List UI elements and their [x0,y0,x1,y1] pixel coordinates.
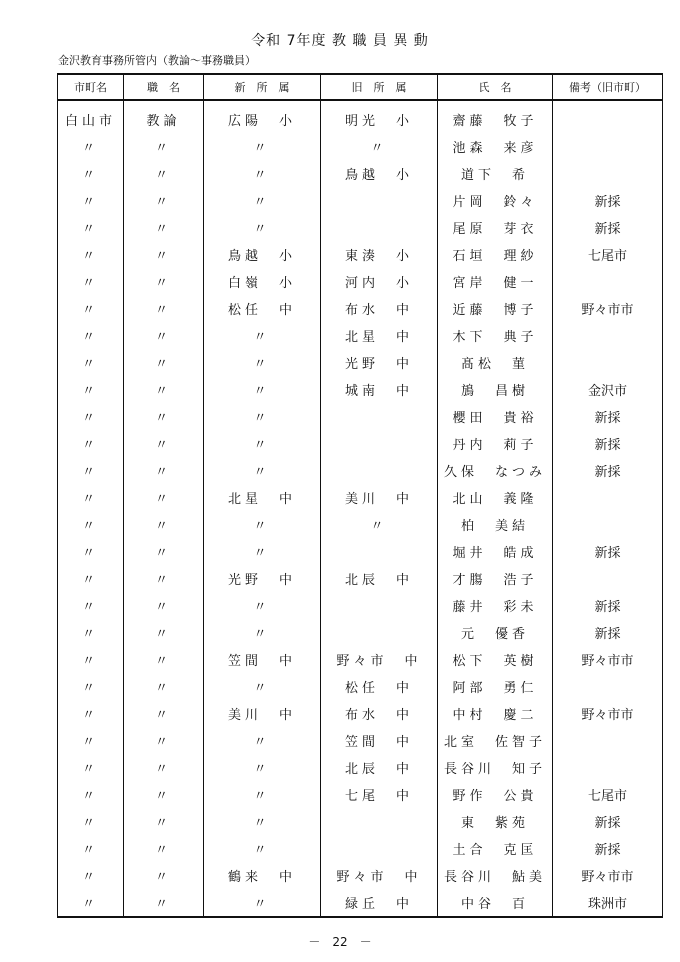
cell-old-school: 野々市 中 [321,862,438,889]
cell-name: 北室 佐智子 [438,727,553,754]
cell-position: 〃 [124,430,204,457]
cell-new-school: 〃 [204,673,321,700]
cell-name: 尾原 芽衣 [438,214,553,241]
cell-old-school: 城南 中 [321,376,438,403]
cell-remarks: 新採 [553,619,663,646]
cell-position: 〃 [124,160,204,187]
cell-city: 〃 [58,565,124,592]
cell-new-school: 〃 [204,781,321,808]
cell-old-school: 笠間 中 [321,727,438,754]
table-row [58,430,663,457]
cell-old-school [321,457,438,484]
cell-old-school: 布水 中 [321,700,438,727]
cell-new-school: 光野 中 [204,565,321,592]
cell-name: 木下 典子 [438,322,553,349]
cell-remarks [553,133,663,160]
cell-remarks: 野々市市 [553,700,663,727]
table-row [58,592,663,619]
table-row [58,646,663,673]
cell-position: 〃 [124,673,204,700]
cell-position: 〃 [124,727,204,754]
cell-old-school: 北辰 中 [321,754,438,781]
cell-position: 〃 [124,835,204,862]
cell-city: 〃 [58,511,124,538]
cell-remarks: 新採 [553,592,663,619]
table-row [58,781,663,808]
cell-new-school: 〃 [204,538,321,565]
cell-remarks: 野々市市 [553,862,663,889]
cell-remarks [553,322,663,349]
cell-city: 〃 [58,538,124,565]
cell-name: 鴋 昌樹 [438,376,553,403]
cell-position: 〃 [124,511,204,538]
personnel-transfer-table [57,73,663,918]
cell-name: 櫻田 貴裕 [438,403,553,430]
cell-old-school: 鳥越 小 [321,160,438,187]
cell-position: 〃 [124,268,204,295]
cell-old-school: 野々市 中 [321,646,438,673]
table-row [58,727,663,754]
cell-name: 片岡 鈴々 [438,187,553,214]
cell-new-school: 〃 [204,430,321,457]
column-header-city: 市町名 [58,74,124,100]
cell-city: 〃 [58,646,124,673]
cell-new-school: 〃 [204,349,321,376]
cell-position: 〃 [124,700,204,727]
cell-old-school: 光野 中 [321,349,438,376]
cell-name: 丹内 莉子 [438,430,553,457]
cell-old-school: 明光 小 [321,100,438,133]
section-subtitle: 金沢教育事務所管内（教論～事務職員） [58,54,256,67]
cell-city: 〃 [58,808,124,835]
cell-new-school: 笠間 中 [204,646,321,673]
cell-position: 〃 [124,781,204,808]
table-row [58,835,663,862]
cell-position: 〃 [124,565,204,592]
cell-remarks: 新採 [553,214,663,241]
cell-name: 長谷川 鮎美 [438,862,553,889]
cell-old-school: 布水 中 [321,295,438,322]
cell-old-school: 七尾 中 [321,781,438,808]
cell-remarks [553,349,663,376]
cell-city: 〃 [58,241,124,268]
cell-remarks: 七尾市 [553,781,663,808]
cell-old-school: 北星 中 [321,322,438,349]
table-row [58,133,663,160]
table-row [58,673,663,700]
cell-position: 〃 [124,349,204,376]
cell-position: 〃 [124,619,204,646]
cell-new-school: 〃 [204,376,321,403]
cell-city: 〃 [58,430,124,457]
cell-old-school [321,187,438,214]
table-row [58,322,663,349]
cell-name: 池森 来彦 [438,133,553,160]
table-row [58,376,663,403]
cell-remarks [553,511,663,538]
cell-new-school: 〃 [204,619,321,646]
column-header-new-school: 新 所 属 [204,74,321,100]
cell-name: 松下 英樹 [438,646,553,673]
cell-position: 〃 [124,889,204,917]
cell-old-school: 東湊 小 [321,241,438,268]
cell-city: 〃 [58,133,124,160]
column-header-remarks: 備考（旧市町） [553,74,663,100]
cell-city: 〃 [58,619,124,646]
cell-name: 齋藤 牧子 [438,100,553,133]
cell-city: 〃 [58,484,124,511]
cell-position: 〃 [124,322,204,349]
cell-city: 〃 [58,781,124,808]
cell-remarks [553,727,663,754]
cell-position: 〃 [124,376,204,403]
cell-name: 才膓 浩子 [438,565,553,592]
cell-new-school: 鶴来 中 [204,862,321,889]
cell-name: 宮岸 健一 [438,268,553,295]
cell-position: 〃 [124,457,204,484]
cell-name: 中谷 百 [438,889,553,917]
cell-city: 〃 [58,457,124,484]
cell-new-school: 〃 [204,889,321,917]
cell-old-school: 北辰 中 [321,565,438,592]
cell-name: 柏 美結 [438,511,553,538]
cell-remarks: 新採 [553,187,663,214]
cell-old-school: 〃 [321,133,438,160]
cell-new-school: 〃 [204,322,321,349]
cell-new-school: 〃 [204,727,321,754]
cell-position: 〃 [124,808,204,835]
cell-old-school [321,430,438,457]
cell-city: 〃 [58,376,124,403]
cell-new-school: 〃 [204,511,321,538]
cell-remarks: 野々市市 [553,295,663,322]
cell-position: 〃 [124,862,204,889]
cell-remarks [553,100,663,133]
cell-name: 藤井 彩未 [438,592,553,619]
cell-remarks: 新採 [553,538,663,565]
cell-new-school: 〃 [204,457,321,484]
cell-new-school: 〃 [204,214,321,241]
cell-name: 長谷川 知子 [438,754,553,781]
table-row [58,187,663,214]
cell-city: 〃 [58,862,124,889]
cell-city: 〃 [58,160,124,187]
cell-remarks: 新採 [553,835,663,862]
table-row [58,457,663,484]
cell-remarks: 七尾市 [553,241,663,268]
table-row [58,484,663,511]
cell-city: 〃 [58,214,124,241]
cell-old-school: 緑丘 中 [321,889,438,917]
cell-name: 阿部 勇仁 [438,673,553,700]
cell-remarks: 新採 [553,403,663,430]
table-row [58,511,663,538]
cell-old-school [321,835,438,862]
cell-name: 中村 慶二 [438,700,553,727]
table-row [58,403,663,430]
cell-new-school: 〃 [204,187,321,214]
cell-city: 〃 [58,187,124,214]
cell-new-school: 広陽 小 [204,100,321,133]
cell-name: 元 優香 [438,619,553,646]
cell-name: 道下 希 [438,160,553,187]
cell-city: 〃 [58,673,124,700]
column-header-name: 氏 名 [438,74,553,100]
table-row [58,241,663,268]
cell-city: 〃 [58,889,124,917]
cell-city: 白山市 [58,100,124,133]
cell-position: 〃 [124,646,204,673]
cell-old-school: 美川 中 [321,484,438,511]
cell-old-school: 河内 小 [321,268,438,295]
table-row [58,565,663,592]
cell-old-school: 松任 中 [321,673,438,700]
table-header-row [58,74,663,100]
cell-city: 〃 [58,835,124,862]
cell-position: 教論 [124,100,204,133]
cell-remarks: 珠洲市 [553,889,663,917]
cell-position: 〃 [124,484,204,511]
column-header-old-school: 旧 所 属 [321,74,438,100]
table-row [58,700,663,727]
cell-city: 〃 [58,592,124,619]
cell-name: 東 紫苑 [438,808,553,835]
cell-city: 〃 [58,295,124,322]
cell-new-school: 松任 中 [204,295,321,322]
cell-name: 髙松 菫 [438,349,553,376]
cell-old-school [321,538,438,565]
cell-old-school [321,214,438,241]
cell-new-school: 〃 [204,754,321,781]
cell-remarks [553,484,663,511]
cell-position: 〃 [124,214,204,241]
cell-city: 〃 [58,268,124,295]
cell-city: 〃 [58,403,124,430]
cell-name: 北山 義隆 [438,484,553,511]
page-number: － 22 － [308,935,372,949]
cell-old-school [321,808,438,835]
cell-name: 土合 克匡 [438,835,553,862]
table-row [58,268,663,295]
cell-position: 〃 [124,241,204,268]
cell-new-school: 〃 [204,808,321,835]
table-row [58,295,663,322]
cell-name: 石垣 理紗 [438,241,553,268]
cell-name: 野作 公貴 [438,781,553,808]
table-row [58,538,663,565]
cell-old-school [321,403,438,430]
cell-remarks: 新採 [553,808,663,835]
table-row [58,862,663,889]
cell-old-school: 〃 [321,511,438,538]
cell-remarks: 新採 [553,457,663,484]
table-row [58,808,663,835]
cell-remarks: 新採 [553,430,663,457]
cell-remarks [553,160,663,187]
cell-position: 〃 [124,187,204,214]
cell-city: 〃 [58,727,124,754]
table-row [58,889,663,917]
cell-city: 〃 [58,754,124,781]
cell-remarks [553,565,663,592]
cell-position: 〃 [124,538,204,565]
cell-remarks [553,754,663,781]
table-row [58,214,663,241]
table-row [58,100,663,133]
cell-position: 〃 [124,754,204,781]
table-row [58,349,663,376]
cell-position: 〃 [124,592,204,619]
cell-new-school: 北星 中 [204,484,321,511]
cell-new-school: 〃 [204,403,321,430]
cell-name: 堀井 皓成 [438,538,553,565]
cell-city: 〃 [58,349,124,376]
cell-position: 〃 [124,403,204,430]
cell-city: 〃 [58,700,124,727]
cell-new-school: 〃 [204,592,321,619]
cell-new-school: 白嶺 小 [204,268,321,295]
cell-new-school: 美川 中 [204,700,321,727]
cell-new-school: 鳥越 小 [204,241,321,268]
cell-position: 〃 [124,133,204,160]
cell-old-school [321,592,438,619]
cell-new-school: 〃 [204,835,321,862]
cell-remarks: 金沢市 [553,376,663,403]
column-header-position: 職 名 [124,74,204,100]
cell-remarks [553,673,663,700]
table-row [58,619,663,646]
page-title: 令和 7年度 教 職 員 異 動 [251,33,429,49]
table-row [58,754,663,781]
cell-name: 久保 なつみ [438,457,553,484]
cell-position: 〃 [124,295,204,322]
table-row [58,160,663,187]
cell-remarks: 野々市市 [553,646,663,673]
cell-city: 〃 [58,322,124,349]
cell-new-school: 〃 [204,160,321,187]
cell-remarks [553,268,663,295]
cell-new-school: 〃 [204,133,321,160]
cell-name: 近藤 博子 [438,295,553,322]
cell-old-school [321,619,438,646]
